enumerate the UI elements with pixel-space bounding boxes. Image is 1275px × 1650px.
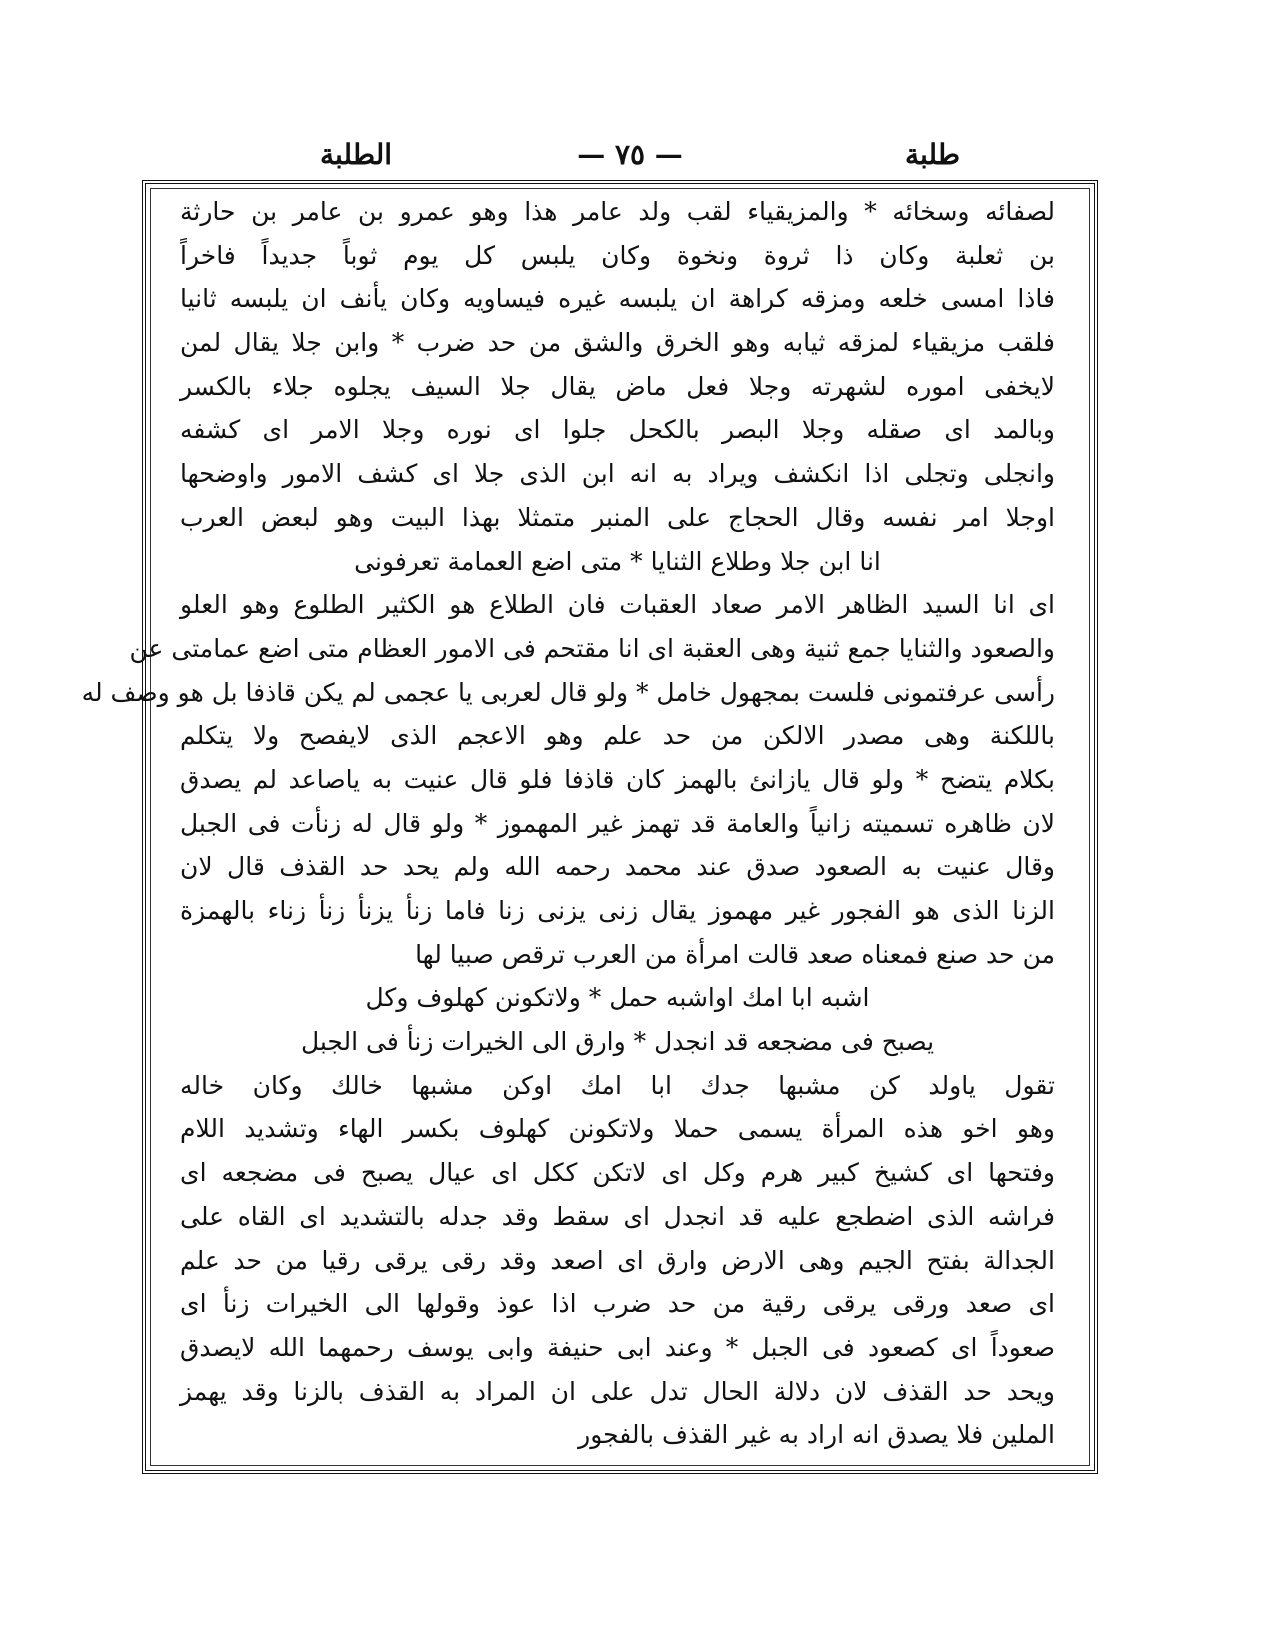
text-line: ويحد حد القذف لان دلالة الحال تدل على ان المراد به القذف بالزنا وقد يهمز [180,1376,1055,1406]
text-line: رأسى عرفتمونى فلست بمجهول خامل * ولو قال لعربى يا عجمى لم يكن قاذفا بل هو وصف له [81,677,1055,707]
verse-line: انا ابن جلا وطلاع الثنايا * متى اضع العمامة تعرفونى [354,546,881,576]
text-line: اى صعد ورقى يرقى رقية من حد ضرب اذا عوذ وقولها الى الخيرات زنأ اى [180,1289,1055,1319]
text-line: باللكنة وهى مصدر الالكن من حد علم وهو الاعجم الذى لايفصح ولا يتكلم [180,721,1055,751]
running-head-right: طلبة [904,138,960,171]
text-line: وهو اخو هذه المرأة يسمى حملا ولاتكونن كهلوف بكسر الهاء وتشديد اللام [180,1114,1055,1144]
text-line: اى انا السيد الظاهر الامر صعاد العقبات فان الطلاع هو الكثير الطلوع وهو العلو [180,590,1055,620]
running-head-left: الطلبة [320,138,393,171]
text-line: فاذا امسى خلعه ومزقه كراهة ان يلبسه غيره فيساويه وكان يأنف ان يلبسه ثانيا [180,284,1055,314]
text-line: وبالمد اى صقله وجلا البصر بالكحل جلوا اى نوره وجلا الامر اى كشفه [180,415,1055,445]
text-line: بكلام يتضح * ولو قال يازانئ بالهمز كان قاذفا فلو قال عنيت به ياصاعد لم يصدق [180,764,1055,794]
text-line: وقال عنيت به الصعود صدق عند محمد رحمه الله ولم يحد حد القذف قال لان [180,852,1055,882]
text-line: وفتحها اى كشيخ كبير هرم وكل اى لاتكن ككل اى عيال يصبح فى مضجعه اى [180,1158,1055,1188]
text-line: لايخفى اموره لشهرته وجلا فعل ماض يقال جلا السيف يجلوه جلاء بالكسر [180,371,1055,401]
page-header [300,138,960,178]
text-line: بن ثعلبة وكان ذا ثروة ونخوة وكان يلبس كل يوم ثوباً جديداً فاخراً [180,240,1055,270]
text-line: لصفائه وسخائه * والمزيقياء لقب ولد عامر هذا وهو عمرو بن عامر بن حارثة [180,197,1055,226]
text-line: من حد صنع فمعناه صعد قالت امرأة من العرب ترقص صبيا لها [415,939,1055,969]
verse-line: يصبح فى مضجعه قد انجدل * وارق الى الخيرات زنأ فى الجبل [300,1027,935,1057]
text-line: فراشه الذى اضطجع عليه قد انجدل اى سقط وقد جدله بالتشديد اى القاه على [180,1201,1055,1231]
text-line: اوجلا امر نفسه وقال الحجاج على المنبر متمثلا بهذا البيت وهو لبعض العرب [180,502,1055,532]
text-line: الملين فلا يصدق انه اراد به غير القذف بالفجور [578,1420,1055,1450]
text-line: فلقب مزيقياء لمزقه ثيابه وهو الخرق والشق من حد ضرب * وابن جلا يقال لمن [180,328,1055,358]
text-line: تقول ياولد كن مشبها جدك ابا امك اوكن مشبها خالك وكان خاله [180,1070,1055,1100]
text-line: لان ظاهره تسميته زانياً والعامة قد تهمز غير المهموز * ولو قال له زنأت فى الجبل [180,808,1055,838]
text-line: صعوداً اى كصعود فى الجبل * وعند ابى حنيفة وابى يوسف رحمهما الله لايصدق [180,1332,1055,1362]
main-text [81,190,1055,1457]
text-line: وانجلى وتجلى اذا انكشف ويراد به انه ابن الذى جلا اى كشف الامور واوضحها [180,459,1055,489]
verse-line: اشبه ابا امك اواشبه حمل * ولاتكونن كهلوف وكل [365,983,870,1013]
text-line: الجدالة بفتح الجيم وهى الارض وارق اى اصعد وقد رقى يرقى رقيا من حد علم [180,1245,1055,1275]
text-line: والصعود والثنايا جمع ثنية وهى العقبة اى انا مقتحم فى الامور العظام متى اضع عمامتى عن [129,633,1055,663]
text-line: الزنا الذى هو الفجور غير مهموز يقال زنى يزنى زنا فاما زنأ يزنأ زنأ زناء بالهمزة [180,896,1055,925]
page-number: — ٧٥ — [577,138,683,171]
